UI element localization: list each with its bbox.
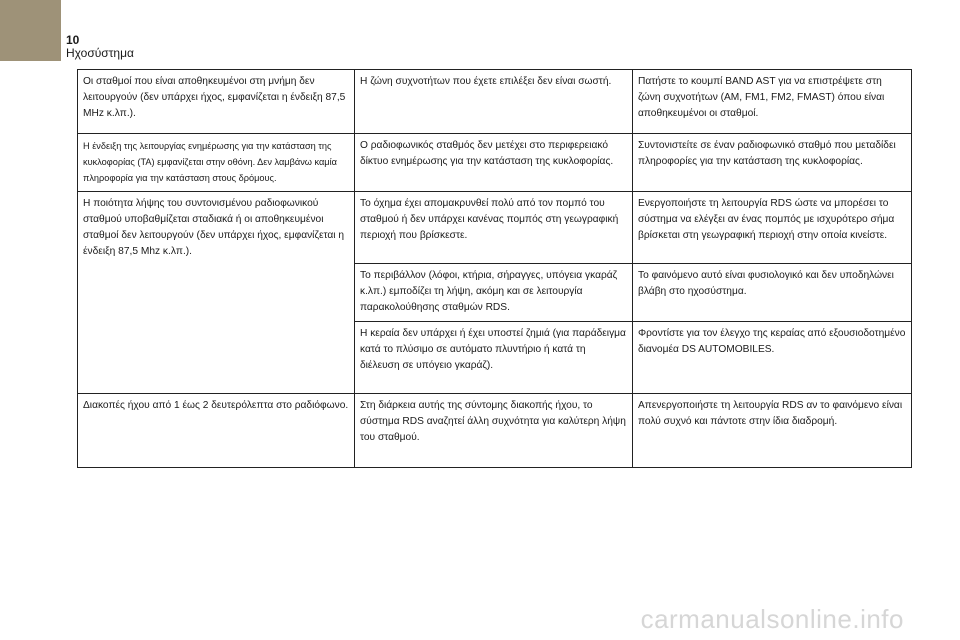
watermark: carmanualsonline.info	[640, 604, 904, 634]
problem-cell: Η ποιότητα λήψης του συντονισμένου ραδιοφωνικού σταθμού υποβαθμίζεται σταδιακά ή οι αποθηκευμένοι σταθμοί δεν λειτουργούν (δεν υπάρχει ήχος, εμφανίζεται η ένδειξη 87,5 Mhz κ.λπ.).	[78, 192, 355, 394]
solution-cell: Το φαινόμενο αυτό είναι φυσιολογικό και δεν υποδηλώνει βλάβη στο ηχοσύστημα.	[633, 264, 912, 322]
cause-cell: Το όχημα έχει απομακρυνθεί πολύ από τον πομπό του σταθμού ή δεν υπάρχει κανένας πομπός στη γεωγραφική περιοχή που βρίσκεστε.	[355, 192, 633, 264]
table-row	[78, 394, 912, 468]
cause-cell: Στη διάρκεια αυτής της σύντομης διακοπής ήχου, το σύστημα RDS αναζητεί άλλη συχνότητα για καλύτερη λήψη του σταθμού.	[355, 394, 633, 468]
chapter-color-tab	[0, 0, 61, 61]
solution-cell: Πατήστε το κουμπί BAND AST για να επιστρέψετε στη ζώνη συχνοτήτων (AM, FM1, FM2, FMAST) όπου είναι αποθηκευμένοι οι σταθμοί.	[633, 70, 912, 134]
problem-cell: Η ένδειξη της λειτουργίας ενημέρωσης για την κατάσταση της κυκλοφορίας (TA) εμφανίζεται στην οθόνη. Δεν λαμβάνω καμία πληροφορία για την κατάσταση στους δρόμους.	[78, 134, 355, 192]
cause-cell: Το περιβάλλον (λόφοι, κτήρια, σήραγγες, υπόγεια γκαράζ κ.λπ.) εμποδίζει τη λήψη, ακόμη και σε λειτουργία παρακολούθησης σταθμών RDS.	[355, 264, 633, 322]
problem-cell: Οι σταθμοί που είναι αποθηκευμένοι στη μνήμη δεν λειτουργούν (δεν υπάρχει ήχος, εμφανίζεται η ένδειξη 87,5 MHz κ.λπ.).	[78, 70, 355, 134]
troubleshooting-table	[77, 69, 912, 468]
section-title: Ηχοσύστημα	[66, 46, 134, 60]
solution-cell: Απενεργοποιήστε τη λειτουργία RDS αν το φαινόμενο είναι πολύ συχνό και πάντοτε στην ίδια διαδρομή.	[633, 394, 912, 468]
cause-cell: Ο ραδιοφωνικός σταθμός δεν μετέχει στο περιφερειακό δίκτυο ενημέρωσης για την κατάσταση της κυκλοφορίας.	[355, 134, 633, 192]
problem-cell: Διακοπές ήχου από 1 έως 2 δευτερόλεπτα στο ραδιόφωνο.	[78, 394, 355, 468]
cause-cell: Η κεραία δεν υπάρχει ή έχει υποστεί ζημιά (για παράδειγμα κατά το πλύσιμο σε αυτόματο πλυντήριο ή κατά τη διέλευση σε υπόγειο γκαράζ).	[355, 322, 633, 394]
solution-cell: Φροντίστε για τον έλεγχο της κεραίας από εξουσιοδοτημένο διανομέα DS AUTOMOBILES.	[633, 322, 912, 394]
chapter-number: 10	[66, 33, 80, 47]
solution-cell: Συντονιστείτε σε έναν ραδιοφωνικό σταθμό που μεταδίδει πληροφορίες για την κατάσταση της κυκλοφορίας.	[633, 134, 912, 192]
table-row	[78, 134, 912, 192]
table-row	[78, 192, 912, 264]
cause-cell: Η ζώνη συχνοτήτων που έχετε επιλέξει δεν είναι σωστή.	[355, 70, 633, 134]
solution-cell: Ενεργοποιήστε τη λειτουργία RDS ώστε να μπορέσει το σύστημα να ελέγξει αν ένας πομπός με ισχυρότερο σήμα βρίσκεται στη γεωγραφική περιοχή στην οποία κινείστε.	[633, 192, 912, 264]
table-row	[78, 70, 912, 134]
